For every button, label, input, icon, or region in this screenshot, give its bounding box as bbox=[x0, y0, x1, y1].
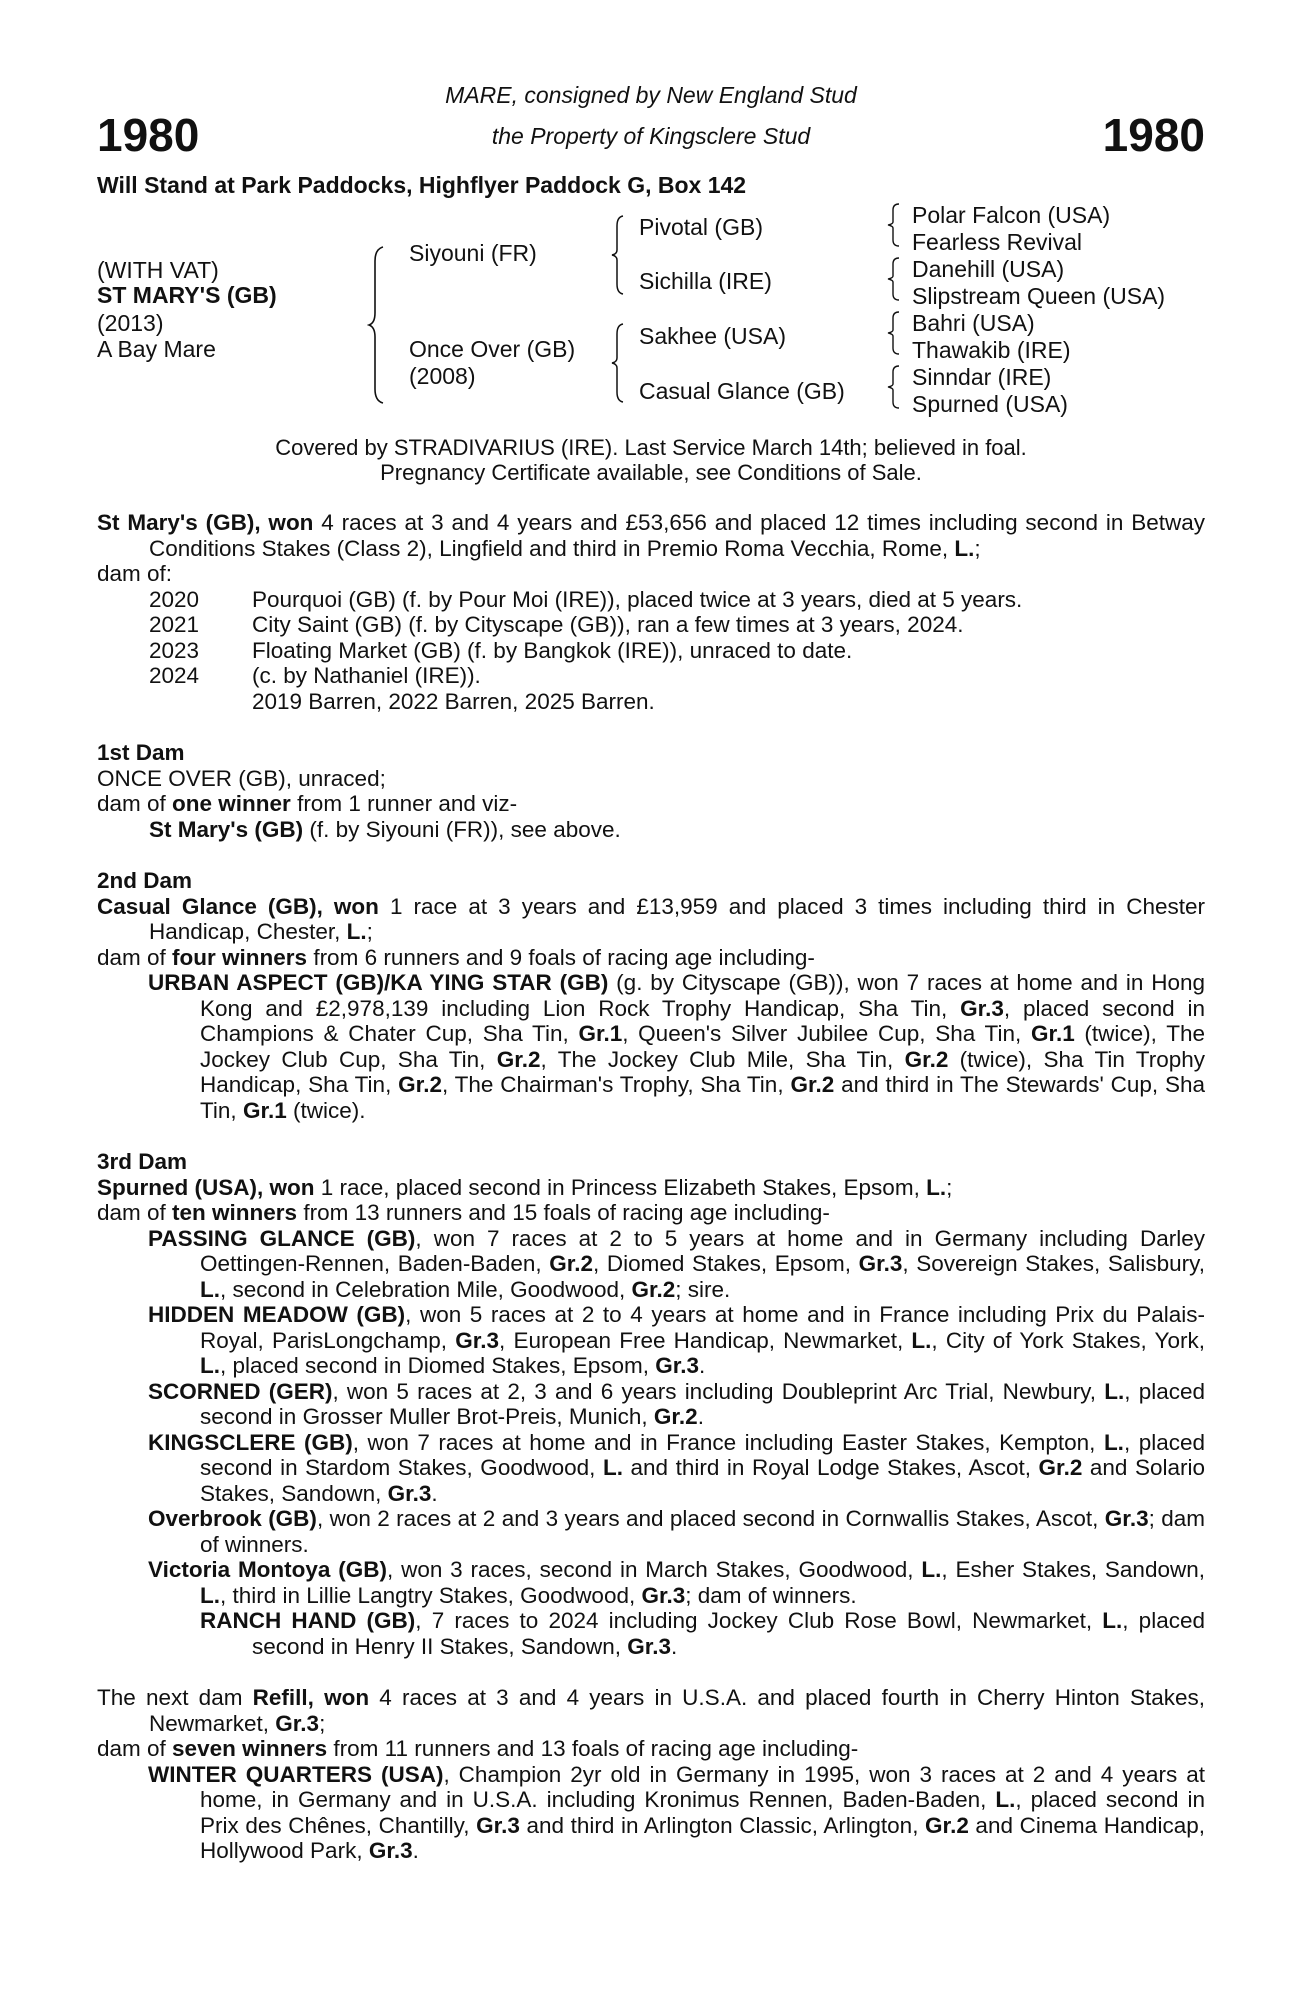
t: , won 7 races at 2 to 5 years at home and in Germany including Darley Oettingen-Rennen, Baden-Baden, bbox=[200, 1225, 1205, 1276]
produce-year: 2024 bbox=[149, 663, 200, 688]
pedigree-brace-sire bbox=[611, 214, 625, 296]
offspring-name: Overbrook (GB) bbox=[148, 1506, 317, 1531]
lot-number-left: 1980 bbox=[97, 109, 200, 161]
t: dam of bbox=[97, 1736, 173, 1761]
t: ; dam of winners. bbox=[200, 1506, 1206, 1557]
victoria-montoya-record bbox=[97, 1557, 1205, 1608]
t: from 1 runner and viz- bbox=[290, 791, 518, 816]
catalogue-body bbox=[97, 510, 1205, 1864]
mare-text: 4 races at 3 and 4 years and £53,656 and placed 12 times including second in Betway Conditions Stakes (Class 2), Lingfield and third in Premio Roma Vecchia, Rome, bbox=[149, 510, 1205, 561]
t: and third in The Stewards' Cup, Sha Tin, bbox=[200, 1072, 1206, 1123]
t: . bbox=[697, 1404, 704, 1429]
offspring-name: WINTER QUARTERS (USA) bbox=[148, 1761, 444, 1787]
third-dam-title: 3rd Dam bbox=[97, 1149, 188, 1174]
great-grandparent-8: Spurned (USA) bbox=[912, 391, 1068, 417]
t: , The Chairman's Trophy, Sha Tin, bbox=[441, 1072, 791, 1097]
passing-glance-record bbox=[97, 1226, 1205, 1303]
produce-row bbox=[97, 663, 1205, 689]
dam-name: Spurned (USA), won bbox=[97, 1174, 315, 1200]
mare-name: St Mary's (GB), won bbox=[97, 510, 314, 535]
t: , placed second in Grosser Muller Brot-Preis, Munich, bbox=[200, 1378, 1205, 1429]
pedigree-brace-main bbox=[367, 245, 387, 405]
t: . bbox=[412, 1838, 419, 1863]
vat-label: (WITH VAT) bbox=[97, 257, 219, 283]
produce-text: Pourquoi (GB) (f. by Pour Moi (IRE)), placed twice at 3 years, died at 5 years. bbox=[252, 586, 1023, 612]
offspring-name: KINGSCLERE (GB) bbox=[148, 1429, 353, 1455]
t: 1 race, placed second in Princess Elizabeth Stakes, Epsom, bbox=[314, 1174, 927, 1200]
t: , Diomed Stakes, Epsom, bbox=[593, 1251, 859, 1276]
t: (twice), The Jockey Club Cup, Sha Tin, bbox=[200, 1021, 1206, 1072]
horse-description: A Bay Mare bbox=[97, 336, 216, 362]
t: dam of bbox=[97, 1200, 173, 1225]
mare-record bbox=[97, 510, 1205, 561]
t: , placed second in Henry II Stakes, Sandown, bbox=[252, 1608, 1205, 1659]
granddam-1: Sichilla (IRE) bbox=[639, 268, 772, 294]
second-dam-record bbox=[97, 894, 1205, 945]
grandsire-2: Sakhee (USA) bbox=[639, 323, 787, 349]
first-dam-title: 1st Dam bbox=[97, 740, 185, 765]
t: The next dam bbox=[97, 1685, 253, 1710]
t: 4 races at 3 and 4 years in U.S.A. and placed fourth in Cherry Hinton Stakes, Newmarket, bbox=[149, 1685, 1205, 1736]
grade: L. bbox=[926, 1174, 947, 1200]
winners-count: four winners bbox=[172, 944, 308, 970]
grade: Gr.3 bbox=[655, 1353, 700, 1378]
grade: Gr.2 bbox=[1038, 1455, 1083, 1480]
produce-row bbox=[97, 612, 1205, 638]
t: , Champion 2yr old in Germany in 1995, won 3 races at 2 and 4 years at home, in Germany and in U.S.A. including Kronimus Rennen, Baden-Baden, bbox=[200, 1761, 1206, 1812]
produce-year: 2021 bbox=[149, 612, 200, 637]
pedigree-brace-dam bbox=[611, 322, 625, 404]
grade: Gr.3 bbox=[476, 1812, 520, 1838]
sire: Siyouni (FR) bbox=[409, 240, 537, 266]
granddam-2: Casual Glance (GB) bbox=[639, 378, 845, 404]
grade: L. bbox=[200, 1276, 220, 1302]
next-dam-record bbox=[97, 1685, 1205, 1736]
grade: Gr.2 bbox=[653, 1404, 698, 1429]
great-grandparent-1: Polar Falcon (USA) bbox=[912, 202, 1111, 228]
grade: Gr.3 bbox=[858, 1251, 903, 1276]
t: , City of York Stakes, York, bbox=[931, 1327, 1205, 1353]
great-grandparent-7: Sinndar (IRE) bbox=[912, 364, 1052, 390]
grade: L. bbox=[1102, 1608, 1123, 1633]
t: ; dam of winners. bbox=[685, 1582, 857, 1608]
t: , placed second in Prix des Chênes, Chantilly, bbox=[200, 1787, 1205, 1838]
t: , third in Lillie Langtry Stakes, Goodwood, bbox=[220, 1582, 642, 1608]
grade: Gr.2 bbox=[790, 1072, 835, 1097]
t: ; sire. bbox=[675, 1276, 731, 1302]
t: , Queen's Silver Jubilee Cup, Sha Tin, bbox=[622, 1021, 1031, 1046]
t: and Solario Stakes, Sandown, bbox=[200, 1455, 1205, 1506]
grade: Gr.3 bbox=[641, 1582, 686, 1608]
property-line: the Property of Kingsclere Stud bbox=[491, 123, 811, 149]
offspring-name: HIDDEN MEADOW (GB) bbox=[148, 1302, 406, 1327]
t: , Sovereign Stakes, Salisbury, bbox=[902, 1251, 1205, 1276]
first-dam-produce bbox=[97, 791, 1205, 817]
produce-year: 2023 bbox=[149, 637, 200, 663]
offspring-name: SCORNED (GER) bbox=[148, 1378, 333, 1404]
winners-count: seven winners bbox=[172, 1736, 328, 1761]
dam-of-label: dam of: bbox=[97, 561, 173, 586]
grade: L. bbox=[200, 1582, 220, 1608]
grade: Gr.3 bbox=[1104, 1506, 1149, 1531]
offspring-name: PASSING GLANCE (GB) bbox=[148, 1225, 416, 1251]
produce-row bbox=[97, 587, 1205, 613]
t: , placed second in Stardom Stakes, Goodwood, bbox=[200, 1429, 1206, 1480]
grade: L. bbox=[200, 1353, 220, 1378]
offspring-name: Victoria Montoya (GB) bbox=[148, 1557, 387, 1582]
grade: Gr.3 bbox=[275, 1710, 320, 1736]
offspring-name: URBAN ASPECT (GB)/KA YING STAR (GB) bbox=[148, 970, 609, 995]
consignor-line: MARE, consigned by New England Stud bbox=[445, 82, 857, 108]
t: (twice), Sha Tin Trophy Handicap, Sha Tin, bbox=[200, 1046, 1205, 1097]
ranch-hand-record bbox=[97, 1608, 1205, 1659]
horse-name: ST MARY'S (GB) bbox=[97, 282, 277, 308]
great-grandparent-6: Thawakib (IRE) bbox=[912, 337, 1071, 363]
urban-aspect-record bbox=[97, 970, 1205, 1123]
grade: Gr.3 bbox=[387, 1480, 432, 1506]
punct: ; bbox=[974, 535, 981, 561]
t: from 11 runners and 13 foals of racing age including- bbox=[327, 1736, 859, 1761]
t: ; bbox=[946, 1174, 953, 1200]
offspring-name: RANCH HAND (GB) bbox=[200, 1608, 416, 1633]
covered-line: Covered by STRADIVARIUS (IRE). Last Service March 14th; believed in foal. bbox=[275, 435, 1027, 460]
t: , placed second in Diomed Stakes, Epsom, bbox=[220, 1353, 656, 1378]
grade: Gr.2 bbox=[398, 1072, 442, 1097]
grade: Gr.3 bbox=[368, 1838, 413, 1863]
t: ; bbox=[319, 1710, 326, 1736]
t: from 6 runners and 9 foals of racing age including- bbox=[307, 944, 815, 970]
grade: Gr.2 bbox=[925, 1812, 969, 1838]
grade: L. bbox=[1104, 1378, 1125, 1404]
grade: L. bbox=[346, 919, 367, 944]
t: , won 5 races at 2 to 4 years at home and in France including Prix du Palais-Royal, ParisLongchamp, bbox=[200, 1302, 1205, 1353]
second-dam-title: 2nd Dam bbox=[97, 868, 193, 893]
t: . bbox=[431, 1480, 438, 1506]
grade: L. bbox=[921, 1557, 942, 1582]
great-grandparent-3: Danehill (USA) bbox=[912, 256, 1065, 282]
brace-gg2 bbox=[887, 256, 901, 302]
brace-gg1 bbox=[887, 202, 901, 248]
produce-text: Floating Market (GB) (f. by Bangkok (IRE)), unraced to date. bbox=[252, 637, 853, 663]
grade: Gr.2 bbox=[631, 1276, 676, 1302]
grade: Gr.2 bbox=[549, 1251, 594, 1276]
grade: Gr.3 bbox=[627, 1633, 671, 1659]
third-dam-record bbox=[97, 1175, 1205, 1201]
stand-location: Will Stand at Park Paddocks, Highflyer Paddock G, Box 142 bbox=[97, 172, 747, 198]
t: from 13 runners and 15 foals of racing age including- bbox=[297, 1200, 830, 1225]
t: and third in Arlington Classic, Arlington, bbox=[519, 1812, 926, 1838]
first-dam-line: ONCE OVER (GB), unraced; bbox=[97, 765, 386, 791]
t: , won bbox=[307, 1685, 370, 1710]
produce-text: (c. by Nathaniel (IRE)). bbox=[252, 663, 481, 688]
horse-year: (2013) bbox=[97, 310, 164, 336]
t: . bbox=[699, 1353, 706, 1378]
t: , won 3 races, second in March Stakes, Goodwood, bbox=[387, 1557, 922, 1582]
grade: L. bbox=[1103, 1429, 1124, 1455]
t: , Esher Stakes, Sandown, bbox=[941, 1557, 1205, 1582]
catalogue-page bbox=[97, 0, 1205, 2000]
winners-count: ten winners bbox=[172, 1200, 298, 1225]
grade: L. bbox=[602, 1455, 623, 1480]
t: , won 5 races at 2, 3 and 6 years including Doubleprint Arc Trial, Newbury, bbox=[332, 1378, 1105, 1404]
t: , placed second in Champions & Chater Cup, Sha Tin, bbox=[200, 995, 1206, 1046]
grade: Gr.1 bbox=[1030, 1021, 1075, 1046]
produce-row bbox=[97, 638, 1205, 664]
great-grandparent-4: Slipstream Queen (USA) bbox=[912, 283, 1166, 309]
t: , won 7 races at home and in France including Easter Stakes, Kempton, bbox=[352, 1429, 1104, 1455]
grandsire-1: Pivotal (GB) bbox=[639, 214, 763, 240]
t: ; bbox=[366, 919, 373, 944]
dam-year: (2008) bbox=[409, 363, 476, 389]
lot-number-right: 1980 bbox=[1102, 109, 1205, 161]
great-grandparent-5: Bahri (USA) bbox=[912, 310, 1035, 336]
hidden-meadow-record bbox=[97, 1302, 1205, 1379]
t: 1 race at 3 years and £13,959 and placed 3 times including third in Chester Handicap, Chester, bbox=[149, 893, 1205, 944]
grade: Gr.2 bbox=[496, 1046, 541, 1072]
grade: Gr.3 bbox=[960, 995, 1004, 1021]
dam: Once Over (GB) bbox=[409, 336, 576, 362]
winter-quarters-record bbox=[97, 1762, 1205, 1864]
t: , second in Celebration Mile, Goodwood, bbox=[220, 1276, 632, 1302]
t: (twice). bbox=[286, 1097, 366, 1123]
grade: L. bbox=[995, 1787, 1016, 1812]
dam-name: Casual Glance (GB), won bbox=[97, 893, 379, 919]
overbrook-record bbox=[97, 1506, 1205, 1557]
grade: Gr.1 bbox=[578, 1021, 623, 1046]
great-grandparent-2: Fearless Revival bbox=[912, 229, 1082, 255]
third-dam-produce bbox=[97, 1200, 1205, 1226]
t: dam of bbox=[97, 791, 173, 816]
barren-row bbox=[97, 689, 1205, 715]
t: , The Jockey Club Mile, Sha Tin, bbox=[540, 1046, 905, 1072]
grade: Gr.2 bbox=[904, 1046, 949, 1072]
second-dam-produce bbox=[97, 945, 1205, 971]
t: . bbox=[671, 1633, 678, 1659]
barren-text: 2019 Barren, 2022 Barren, 2025 Barren. bbox=[252, 688, 655, 714]
t: , 7 races to 2024 including Jockey Club Rose Bowl, Newmarket, bbox=[415, 1608, 1103, 1633]
pregnancy-line: Pregnancy Certificate available, see Conditions of Sale. bbox=[380, 460, 922, 485]
next-dam-produce bbox=[97, 1736, 1205, 1762]
grade: Gr.1 bbox=[242, 1097, 287, 1123]
offspring-name: St Mary's (GB) bbox=[149, 816, 304, 842]
t: , European Free Handicap, Newmarket, bbox=[499, 1327, 912, 1353]
t: (f. by Siyouni (FR)), see above. bbox=[303, 816, 621, 842]
t: and Cinema Handicap, Hollywood Park, bbox=[200, 1812, 1206, 1863]
brace-gg3 bbox=[887, 310, 901, 356]
produce-year: 2020 bbox=[149, 586, 200, 612]
grade: L. bbox=[954, 535, 975, 561]
first-dam-offspring bbox=[97, 817, 1205, 843]
kingsclere-record bbox=[97, 1430, 1205, 1507]
winners-count: one winner bbox=[172, 791, 291, 816]
grade: Gr.3 bbox=[455, 1327, 500, 1353]
t: dam of bbox=[97, 944, 173, 970]
grade: L. bbox=[911, 1327, 932, 1353]
t: and third in Royal Lodge Stakes, Ascot, bbox=[622, 1455, 1039, 1480]
brace-gg4 bbox=[887, 364, 901, 410]
t: (g. by Cityscape (GB)), won 7 races at home and in Hong Kong and £2,978,139 including Lion Rock Trophy Handicap, Sha Tin, bbox=[200, 970, 1205, 1021]
t: , won 2 races at 2 and 3 years and placed second in Cornwallis Stakes, Ascot, bbox=[316, 1506, 1105, 1531]
produce-text: City Saint (GB) (f. by Cityscape (GB)), ran a few times at 3 years, 2024. bbox=[252, 612, 964, 637]
scorned-record bbox=[97, 1379, 1205, 1430]
dam-name: Refill bbox=[252, 1685, 308, 1710]
